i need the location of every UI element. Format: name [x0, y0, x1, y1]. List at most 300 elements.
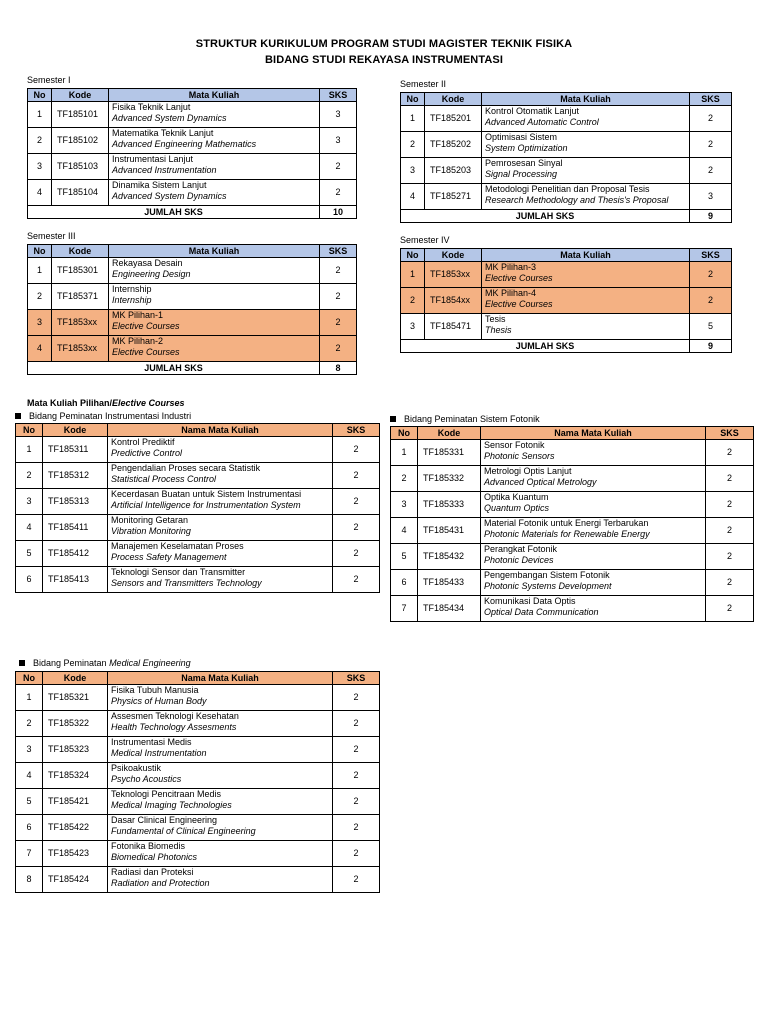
col-header-sks: SKS — [706, 427, 754, 440]
row-course — [481, 466, 706, 492]
row-no: 2 — [391, 466, 418, 492]
table-row — [28, 258, 357, 284]
row-course — [108, 789, 333, 815]
course-name-en: Advanced Automatic Control — [485, 117, 599, 127]
row-no: 5 — [16, 789, 43, 815]
row-no: 2 — [28, 128, 52, 154]
row-kode: TF185432 — [418, 544, 481, 570]
row-no: 3 — [391, 492, 418, 518]
semester-1-table — [27, 88, 357, 219]
table-row — [391, 544, 754, 570]
row-no: 7 — [391, 596, 418, 622]
col-header-no: No — [16, 424, 43, 437]
table-row — [28, 154, 357, 180]
row-sks: 2 — [333, 711, 380, 737]
total-label: JUMLAH SKS — [28, 362, 320, 375]
track-instrumentasi-industri-label — [15, 411, 191, 421]
row-kode: TF185422 — [43, 815, 108, 841]
row-no: 6 — [391, 570, 418, 596]
table-row — [401, 314, 732, 340]
col-header-mata-kuliah: Mata Kuliah — [109, 89, 320, 102]
course-name-id: Manajemen Keselamatan Proses — [111, 541, 244, 551]
course-name-en: Advanced Optical Metrology — [484, 477, 597, 487]
row-sks: 2 — [690, 262, 732, 288]
table-row — [16, 841, 380, 867]
row-sks: 2 — [333, 541, 380, 567]
row-kode: TF185323 — [43, 737, 108, 763]
course-name-id: Psikoakustik — [111, 763, 162, 773]
row-sks: 2 — [320, 180, 357, 206]
table-row — [391, 440, 754, 466]
course-name-id: Metodologi Penelitian dan Proposal Tesis — [485, 184, 650, 194]
row-sks: 2 — [333, 463, 380, 489]
row-sks: 2 — [320, 336, 357, 362]
course-name-en: Elective Courses — [485, 273, 553, 283]
row-course — [109, 128, 320, 154]
row-course — [108, 867, 333, 893]
row-course — [109, 258, 320, 284]
row-sks: 2 — [690, 132, 732, 158]
document-title-line-1: STRUKTUR KURIKULUM PROGRAM STUDI MAGISTER TEKNIK FISIKA — [195, 38, 573, 50]
col-header-kode: Kode — [418, 427, 481, 440]
row-sks: 2 — [706, 596, 754, 622]
course-name-en: System Optimization — [485, 143, 568, 153]
row-course — [481, 596, 706, 622]
semester-4-table — [400, 248, 732, 353]
course-name-en: Research Methodology and Thesis's Proposal — [485, 195, 669, 205]
col-header-no: No — [28, 89, 52, 102]
course-name-id: Fisika Tubuh Manusia — [111, 685, 199, 695]
row-no: 3 — [401, 158, 425, 184]
course-name-en: Physics of Human Body — [111, 696, 207, 706]
course-name-id: Optika Kuantum — [484, 492, 549, 502]
row-sks: 3 — [320, 102, 357, 128]
course-name-id: Dasar Clinical Engineering — [111, 815, 218, 825]
row-kode: TF185101 — [52, 102, 109, 128]
semester-3-label: Semester III — [27, 231, 76, 241]
semester-4-label: Semester IV — [400, 235, 450, 245]
total-sks: 9 — [690, 210, 732, 223]
document-title-line-2: BIDANG STUDI REKAYASA INSTRUMENTASI — [265, 54, 503, 66]
course-name-en: Artificial Intelligence for Instrumentation System — [111, 500, 301, 510]
total-label: JUMLAH SKS — [28, 206, 320, 219]
row-sks: 2 — [333, 437, 380, 463]
course-name-en: Optical Data Communication — [484, 607, 599, 617]
row-no: 2 — [401, 288, 425, 314]
row-sks: 2 — [333, 789, 380, 815]
row-course — [109, 310, 320, 336]
total-row — [28, 362, 357, 375]
course-name-en: Advanced System Dynamics — [112, 113, 227, 123]
row-sks: 3 — [690, 184, 732, 210]
table-row — [391, 492, 754, 518]
track-label-text: Bidang Peminatan Instrumentasi Industri — [29, 411, 192, 421]
row-sks: 2 — [333, 867, 380, 893]
bullet-icon — [390, 416, 396, 422]
course-name-en: Vibration Monitoring — [111, 526, 191, 536]
row-sks: 2 — [706, 492, 754, 518]
course-name-en: Quantum Optics — [484, 503, 550, 513]
course-name-id: Pemrosesan Sinyal — [485, 158, 563, 168]
col-header-no: No — [28, 245, 52, 258]
row-sks: 2 — [333, 515, 380, 541]
row-course — [108, 841, 333, 867]
table-row — [391, 518, 754, 544]
row-kode: TF185411 — [43, 515, 108, 541]
course-name-id: Sensor Fotonik — [484, 440, 545, 450]
course-name-id: Pengendalian Proses secara Statistik — [111, 463, 261, 473]
row-no: 4 — [391, 518, 418, 544]
row-kode: TF185331 — [418, 440, 481, 466]
col-header-mata-kuliah: Mata Kuliah — [109, 245, 320, 258]
col-header-kode: Kode — [425, 93, 482, 106]
track-label-text: Bidang Peminatan — [33, 658, 110, 668]
table-row — [391, 596, 754, 622]
row-sks: 5 — [690, 314, 732, 340]
row-no: 3 — [16, 737, 43, 763]
total-label: JUMLAH SKS — [401, 210, 690, 223]
col-header-nama-mata-kuliah: Nama Mata Kuliah — [108, 424, 333, 437]
row-course — [108, 815, 333, 841]
row-no: 1 — [16, 685, 43, 711]
row-sks: 2 — [690, 158, 732, 184]
row-course — [481, 544, 706, 570]
col-header-nama-mata-kuliah: Nama Mata Kuliah — [481, 427, 706, 440]
row-no: 2 — [401, 132, 425, 158]
row-kode: TF185332 — [418, 466, 481, 492]
table-row — [28, 284, 357, 310]
row-course — [109, 284, 320, 310]
total-row — [401, 340, 732, 353]
course-name-id: Matematika Teknik Lanjut — [112, 128, 214, 138]
row-sks: 2 — [690, 288, 732, 314]
course-name-en: Engineering Design — [112, 269, 191, 279]
table-row — [16, 815, 380, 841]
row-kode: TF185103 — [52, 154, 109, 180]
table-row — [401, 158, 732, 184]
row-sks: 2 — [333, 763, 380, 789]
course-name-id: Teknologi Sensor dan Transmitter — [111, 567, 246, 577]
row-no: 2 — [16, 463, 43, 489]
row-no: 1 — [28, 258, 52, 284]
course-name-id: Instrumentasi Medis — [111, 737, 192, 747]
course-name-en: Biomedical Photonics — [111, 852, 198, 862]
course-name-en: Statistical Process Control — [111, 474, 217, 484]
row-course — [482, 158, 690, 184]
table-row — [28, 102, 357, 128]
row-no: 4 — [401, 184, 425, 210]
row-course — [482, 288, 690, 314]
table-row — [28, 336, 357, 362]
row-sks: 2 — [320, 154, 357, 180]
row-course — [108, 567, 333, 593]
bullet-icon — [19, 660, 25, 666]
table-row — [28, 310, 357, 336]
row-sks: 2 — [320, 258, 357, 284]
course-name-en: Photonic Systems Development — [484, 581, 612, 591]
row-no: 3 — [28, 310, 52, 336]
col-header-sks: SKS — [690, 93, 732, 106]
course-name-en: Photonic Sensors — [484, 451, 555, 461]
row-kode: TF185413 — [43, 567, 108, 593]
row-course — [481, 492, 706, 518]
course-name-en: Health Technology Assesments — [111, 722, 237, 732]
semester-2-label: Semester II — [400, 79, 447, 89]
total-row — [401, 210, 732, 223]
table-row — [16, 489, 380, 515]
course-name-id: MK Pilihan-1 — [112, 310, 164, 320]
table-row — [16, 711, 380, 737]
table-row — [28, 180, 357, 206]
row-no: 3 — [28, 154, 52, 180]
row-course — [108, 437, 333, 463]
col-header-sks: SKS — [690, 249, 732, 262]
course-name-en: Advanced Engineering Mathematics — [112, 139, 257, 149]
row-sks: 3 — [320, 128, 357, 154]
row-no: 7 — [16, 841, 43, 867]
course-name-id: MK Pilihan-2 — [112, 336, 164, 346]
row-kode: TF185311 — [43, 437, 108, 463]
row-course — [108, 541, 333, 567]
row-sks: 2 — [320, 310, 357, 336]
row-course — [481, 518, 706, 544]
row-no: 2 — [16, 711, 43, 737]
course-name-id: Fisika Teknik Lanjut — [112, 102, 191, 112]
row-no: 1 — [16, 437, 43, 463]
row-no: 3 — [16, 489, 43, 515]
row-kode: TF185203 — [425, 158, 482, 184]
course-name-en: Photonic Devices — [484, 555, 554, 565]
table-row — [16, 737, 380, 763]
row-no: 8 — [16, 867, 43, 893]
track-sistem-fotonik-table — [390, 426, 754, 622]
semester-3-table — [27, 244, 357, 375]
row-course — [482, 314, 690, 340]
course-name-id: Internship — [112, 284, 152, 294]
row-no: 4 — [16, 763, 43, 789]
row-sks: 2 — [320, 284, 357, 310]
course-name-id: Monitoring Getaran — [111, 515, 189, 525]
col-header-sks: SKS — [333, 672, 380, 685]
course-name-en: Advanced Instrumentation — [112, 165, 217, 175]
row-kode: TF185201 — [425, 106, 482, 132]
row-course — [109, 154, 320, 180]
row-no: 6 — [16, 815, 43, 841]
row-kode: TF185371 — [52, 284, 109, 310]
table-row — [401, 184, 732, 210]
course-name-id: Rekayasa Desain — [112, 258, 183, 268]
course-name-en: Internship — [112, 295, 152, 305]
col-header-kode: Kode — [43, 672, 108, 685]
col-header-no: No — [401, 249, 425, 262]
row-kode: TF185433 — [418, 570, 481, 596]
row-kode: TF185471 — [425, 314, 482, 340]
col-header-no: No — [401, 93, 425, 106]
total-sks: 8 — [320, 362, 357, 375]
row-kode: TF185431 — [418, 518, 481, 544]
col-header-kode: Kode — [52, 245, 109, 258]
course-name-en: Predictive Control — [111, 448, 183, 458]
row-kode: TF1853xx — [52, 336, 109, 362]
course-name-en: Psycho Acoustics — [111, 774, 182, 784]
row-kode: TF1854xx — [425, 288, 482, 314]
row-sks: 2 — [333, 567, 380, 593]
row-kode: TF185102 — [52, 128, 109, 154]
row-kode: TF185412 — [43, 541, 108, 567]
row-kode: TF185312 — [43, 463, 108, 489]
row-course — [482, 106, 690, 132]
table-row — [16, 567, 380, 593]
course-name-en: Fundamental of Clinical Engineering — [111, 826, 256, 836]
row-course — [481, 440, 706, 466]
track-medical-engineering-label — [19, 658, 191, 668]
col-header-kode: Kode — [425, 249, 482, 262]
course-name-en: Elective Courses — [112, 321, 180, 331]
col-header-sks: SKS — [320, 245, 357, 258]
course-name-en: Process Safety Management — [111, 552, 227, 562]
course-name-id: Radiasi dan Proteksi — [111, 867, 194, 877]
row-no: 4 — [16, 515, 43, 541]
col-header-no: No — [16, 672, 43, 685]
track-label-text: Bidang Peminatan Sistem Fotonik — [404, 414, 540, 424]
col-header-kode: Kode — [43, 424, 108, 437]
row-course — [109, 180, 320, 206]
row-course — [108, 463, 333, 489]
table-row — [16, 541, 380, 567]
total-sks: 10 — [320, 206, 357, 219]
row-kode: TF185434 — [418, 596, 481, 622]
row-kode: TF185301 — [52, 258, 109, 284]
row-course — [482, 184, 690, 210]
course-name-id: Kontrol Prediktif — [111, 437, 175, 447]
course-name-en: Photonic Materials for Renewable Energy — [484, 529, 650, 539]
row-kode: TF185423 — [43, 841, 108, 867]
col-header-nama-mata-kuliah: Nama Mata Kuliah — [108, 672, 333, 685]
row-sks: 2 — [706, 544, 754, 570]
course-name-id: Pengembangan Sistem Fotonik — [484, 570, 610, 580]
row-no: 2 — [28, 284, 52, 310]
semester-1-label: Semester I — [27, 75, 71, 85]
row-sks: 2 — [333, 841, 380, 867]
row-course — [109, 336, 320, 362]
course-name-en: Thesis — [485, 325, 512, 335]
col-header-kode: Kode — [52, 89, 109, 102]
row-course — [482, 132, 690, 158]
row-sks: 2 — [333, 737, 380, 763]
row-no: 6 — [16, 567, 43, 593]
track-sistem-fotonik-label — [390, 414, 540, 424]
table-row — [16, 463, 380, 489]
row-kode: TF185322 — [43, 711, 108, 737]
row-kode: TF185424 — [43, 867, 108, 893]
row-no: 5 — [16, 541, 43, 567]
row-kode: TF185313 — [43, 489, 108, 515]
row-sks: 2 — [706, 518, 754, 544]
table-row — [16, 685, 380, 711]
row-kode: TF185321 — [43, 685, 108, 711]
row-course — [108, 711, 333, 737]
row-kode: TF185421 — [43, 789, 108, 815]
track-instrumentasi-industri-table — [15, 423, 380, 593]
bullet-icon — [15, 413, 21, 419]
course-name-id: Material Fotonik untuk Energi Terbarukan — [484, 518, 649, 528]
course-name-en: Medical Imaging Technologies — [111, 800, 232, 810]
row-course — [482, 262, 690, 288]
row-kode: TF185104 — [52, 180, 109, 206]
row-sks: 2 — [706, 466, 754, 492]
row-kode: TF185333 — [418, 492, 481, 518]
row-no: 4 — [28, 336, 52, 362]
row-kode: TF185202 — [425, 132, 482, 158]
row-course — [108, 685, 333, 711]
row-no: 1 — [28, 102, 52, 128]
row-course — [108, 515, 333, 541]
row-no: 1 — [401, 262, 425, 288]
course-name-en: Radiation and Protection — [111, 878, 210, 888]
table-row — [391, 466, 754, 492]
course-name-id: Dinamika Sistem Lanjut — [112, 180, 207, 190]
row-sks: 2 — [706, 570, 754, 596]
course-name-id: Kontrol Otomatik Lanjut — [485, 106, 580, 116]
table-row — [401, 288, 732, 314]
track-label-em: Medical Engineering — [109, 658, 191, 668]
row-no: 1 — [391, 440, 418, 466]
row-kode: TF185271 — [425, 184, 482, 210]
table-row — [401, 262, 732, 288]
row-no: 3 — [401, 314, 425, 340]
track-medical-engineering-table — [15, 671, 380, 893]
row-kode: TF1853xx — [52, 310, 109, 336]
row-sks: 2 — [706, 440, 754, 466]
total-row — [28, 206, 357, 219]
table-row — [16, 515, 380, 541]
elective-courses-heading — [27, 398, 185, 408]
total-sks: 9 — [690, 340, 732, 353]
row-kode: TF185324 — [43, 763, 108, 789]
course-name-en: Elective Courses — [485, 299, 553, 309]
course-name-id: Metrologi Optis Lanjut — [484, 466, 572, 476]
row-sks: 2 — [690, 106, 732, 132]
row-kode: TF1853xx — [425, 262, 482, 288]
table-row — [401, 132, 732, 158]
course-name-id: Teknologi Pencitraan Medis — [111, 789, 222, 799]
col-header-sks: SKS — [320, 89, 357, 102]
course-name-en: Advanced System Dynamics — [112, 191, 227, 201]
course-name-en: Medical Instrumentation — [111, 748, 207, 758]
table-row — [401, 106, 732, 132]
table-row — [28, 128, 357, 154]
table-row — [391, 570, 754, 596]
row-sks: 2 — [333, 815, 380, 841]
course-name-id: MK Pilihan-4 — [485, 288, 537, 298]
row-sks: 2 — [333, 685, 380, 711]
course-name-en: Signal Processing — [485, 169, 558, 179]
table-row — [16, 867, 380, 893]
course-name-en: Elective Courses — [112, 347, 180, 357]
course-name-id: Fotonika Biomedis — [111, 841, 186, 851]
course-name-id: Instrumentasi Lanjut — [112, 154, 194, 164]
elective-heading-en: Elective Courses — [112, 398, 185, 408]
col-header-mata-kuliah: Mata Kuliah — [482, 93, 690, 106]
row-no: 4 — [28, 180, 52, 206]
course-name-id: Komunikasi Data Optis — [484, 596, 576, 606]
col-header-no: No — [391, 427, 418, 440]
col-header-sks: SKS — [333, 424, 380, 437]
course-name-id: Assesmen Teknologi Kesehatan — [111, 711, 239, 721]
course-name-id: Tesis — [485, 314, 506, 324]
course-name-id: Kecerdasan Buatan untuk Sistem Instrumentasi — [111, 489, 302, 499]
row-no: 5 — [391, 544, 418, 570]
